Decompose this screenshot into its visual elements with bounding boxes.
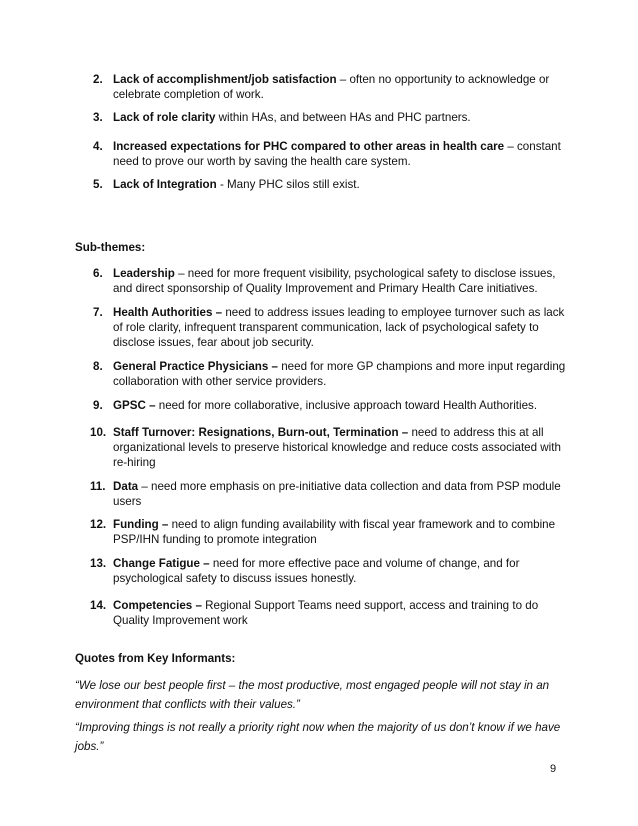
- list-item-number: 3.: [93, 111, 103, 124]
- list-item: [93, 139, 573, 169]
- list-item-text: - Many PHC silos still exist.: [216, 178, 360, 191]
- list-item-number: 10.: [90, 426, 107, 439]
- list-item: [93, 177, 573, 192]
- list-item: [93, 72, 573, 102]
- list-item-number: 12.: [90, 518, 107, 531]
- list-item: [90, 479, 573, 509]
- list-item-title: Lack of role clarity: [113, 111, 216, 124]
- list-item-text: need for more collaborative, inclusive approach toward Health Authorities.: [155, 399, 538, 412]
- list-item-title: Staff Turnover: Resignations, Burn-out, Termination –: [113, 426, 409, 439]
- list-item-number: 5.: [93, 178, 103, 191]
- list-item-text: – often no opportunity to acknowledge or celebrate completion of work.: [113, 73, 550, 101]
- list-item: [93, 266, 573, 296]
- list-item: [93, 398, 573, 413]
- list-item-title: Data: [113, 480, 139, 493]
- list-item-text: need to align funding availability with fiscal year framework and to combine PSP/IHN funding to promote integration: [113, 518, 556, 546]
- list-item-text: – need for more frequent visibility, psychological safety to disclose issues, and direct sponsorship of Quality Improvement and Primary Health Care initiatives.: [113, 267, 556, 295]
- list-item-text: need for more effective pace and volume of change, and for psychological safety to discuss issues honestly.: [113, 557, 520, 585]
- list-item: [90, 556, 573, 586]
- list-item: [90, 598, 573, 628]
- list-item-text: need to address this at all organizational levels to preserve historical knowledge and reduce costs associated with re-hiring: [113, 426, 561, 469]
- list-item-title: Change Fatigue –: [113, 557, 210, 570]
- list-item-number: 2.: [93, 73, 103, 86]
- list-item-number: 13.: [90, 557, 107, 570]
- list-item: [90, 425, 573, 470]
- page-number: 9: [550, 763, 557, 775]
- list-item-number: 14.: [90, 599, 107, 612]
- list-item-title: Competencies –: [113, 599, 202, 612]
- list-item-text: – need more emphasis on pre-initiative data collection and data from PSP module users: [113, 480, 561, 508]
- quote: “We lose our best people first – the most productive, most engaged people will not stay in an environment that conflicts with their values.”: [75, 679, 550, 711]
- quote: “Improving things is not really a priority right now when the majority of us don’t know if we have jobs.”: [75, 721, 561, 753]
- list-item-number: 4.: [93, 140, 103, 153]
- list-item-text: – constant need to prove our worth by saving the health care system.: [113, 140, 561, 168]
- list-item-text: need for more GP champions and more input regarding collaboration with other service providers.: [113, 360, 566, 388]
- quotes-heading: Quotes from Key Informants:: [75, 652, 236, 665]
- list-item-title: Lack of accomplishment/job satisfaction: [113, 73, 337, 86]
- list-item-number: 7.: [93, 306, 103, 319]
- list-item-text: need to address issues leading to employee turnover such as lack of role clarity, infrequent transparent communication, lack of psychological safety to disclose issues, fear about job security.: [113, 306, 565, 349]
- list-item-title: Funding –: [113, 518, 169, 531]
- list-item: [93, 305, 573, 350]
- list-item: [93, 359, 573, 389]
- list-item: [90, 517, 573, 547]
- subthemes-heading: Sub-themes:: [75, 241, 146, 254]
- list-item-number: 6.: [93, 267, 103, 280]
- list-item-text: within HAs, and between HAs and PHC partners.: [215, 111, 471, 124]
- list-item-title: General Practice Physicians –: [113, 360, 278, 373]
- list-item-number: 8.: [93, 360, 103, 373]
- list-item-title: Health Authorities –: [113, 306, 223, 319]
- list-item-title: Leadership: [113, 267, 175, 280]
- list-item: [93, 110, 573, 125]
- list-item-title: Lack of Integration: [113, 178, 217, 191]
- list-item-number: 11.: [90, 480, 106, 493]
- list-item-title: Increased expectations for PHC compared to other areas in health care: [113, 140, 505, 153]
- list-item-text: Regional Support Teams need support, access and training to do Quality Improvement work: [113, 599, 539, 627]
- list-item-title: GPSC –: [113, 399, 156, 412]
- list-item-number: 9.: [93, 399, 103, 412]
